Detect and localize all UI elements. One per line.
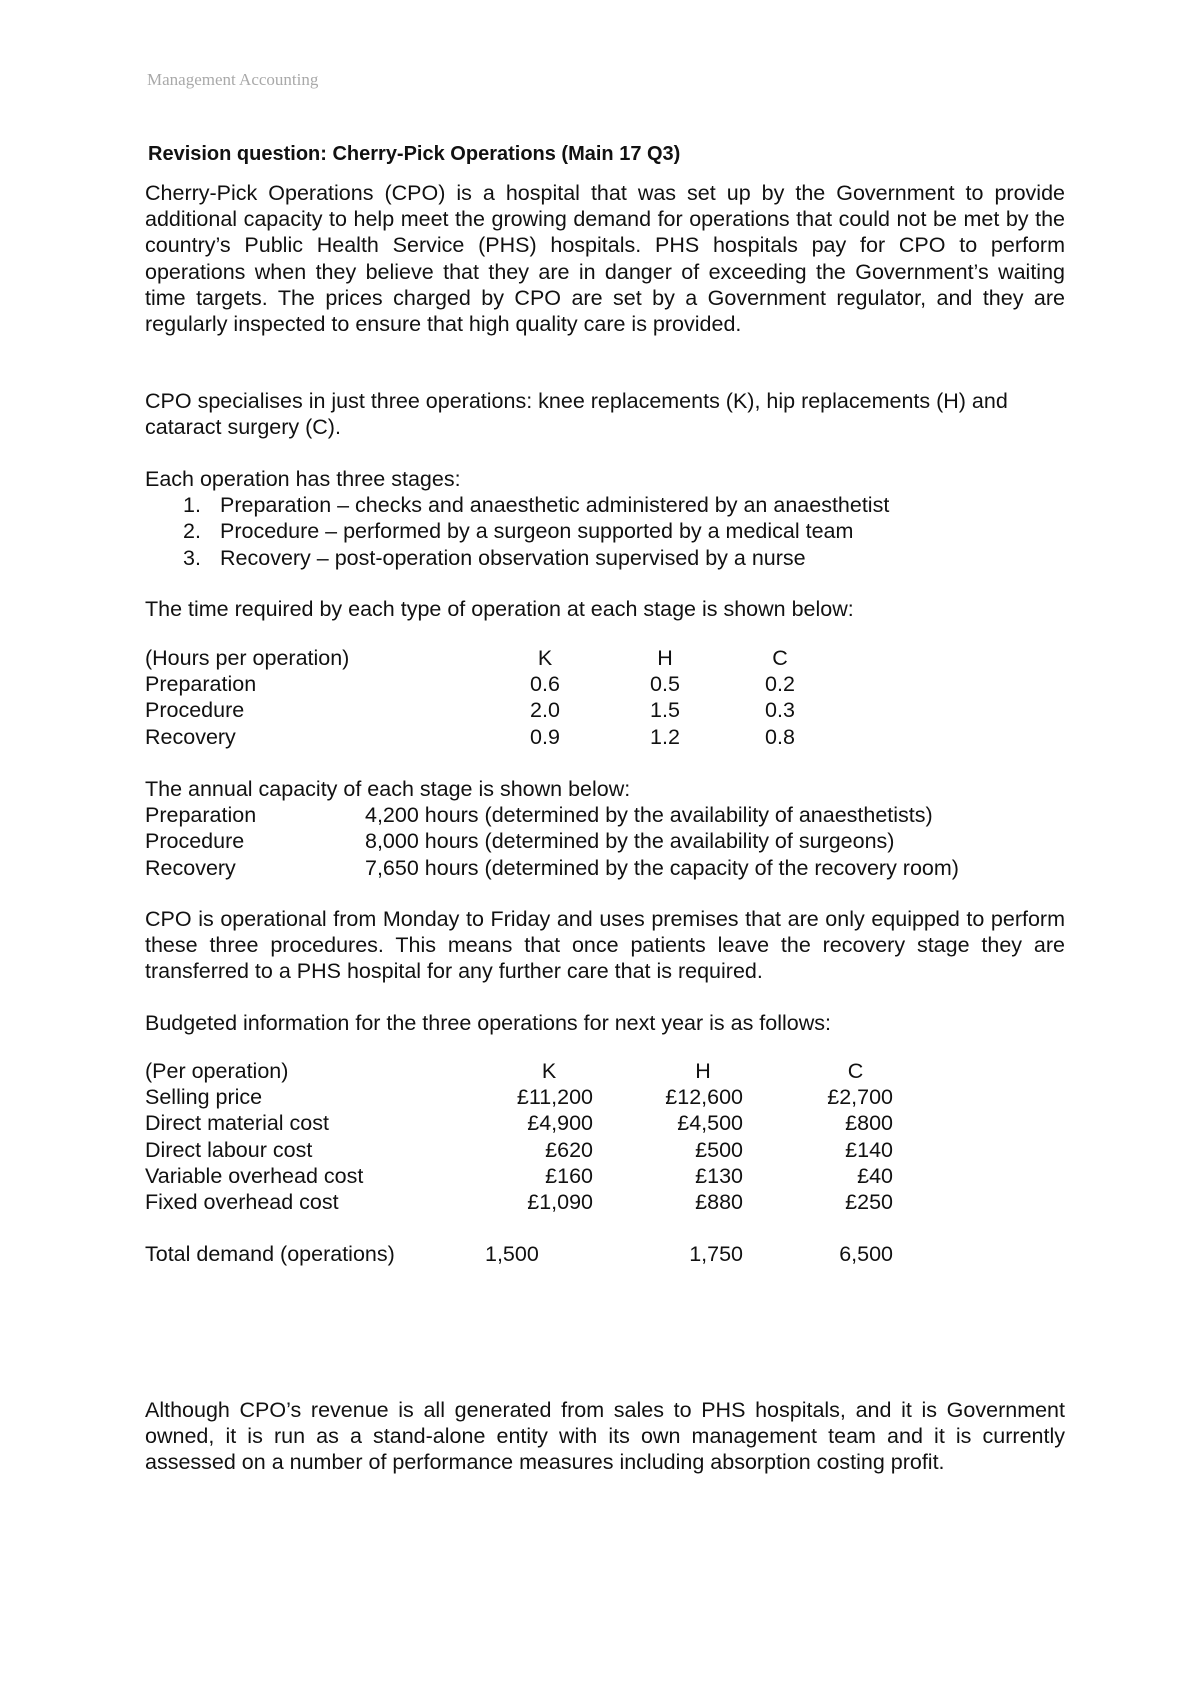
capacity-section [145,776,1065,881]
list-item: 1. Preparation – checks and anaesthetic administered by an anaesthetist [183,493,890,518]
table-row: Selling price £11,200 £12,600 £2,700 [145,1085,893,1110]
budget-table [145,1058,893,1268]
operational-paragraph: CPO is operational from Monday to Friday and uses premises that are only equipped to perform these three procedures. This means that once patients leave the recovery stage they are transferred to a PHS hospital for any further care that is required. [145,907,1065,984]
question-title: Revision question: Cherry-Pick Operations (Main 17 Q3) [148,143,681,165]
budget-intro: Budgeted information for the three operations for next year is as follows: [145,1011,831,1035]
table-row: Recovery 0.9 1.2 0.8 [145,724,795,749]
table-row: Direct labour cost £620 £500 £140 [145,1137,893,1162]
intro-paragraph: Cherry-Pick Operations (CPO) is a hospital that was set up by the Government to provide additional capacity to help meet the growing demand for operations that could not be met by the country’s Public Health Service (PHS) hospitals. PHS hospitals pay for CPO to perform operations when they believe that they are in danger of exceeding the Government’s waiting time targets. The prices charged by CPO are set by a Government regulator, and they are regularly inspected to ensure that high quality care is provided. [145,181,1065,337]
capacity-intro: The annual capacity of each stage is shown below: [145,777,631,801]
specialises-paragraph: CPO specialises in just three operations: knee replacements (K), hip replacements (H) and cataract surgery (C). [145,389,1008,440]
capacity-row: Preparation 4,200 hours (determined by the availability of anaesthetists) [145,803,933,828]
table-header-row: (Per operation) K H C [145,1059,864,1083]
table-row: Variable overhead cost £160 £130 £40 [145,1163,893,1188]
time-intro: The time required by each type of operation at each stage is shown below: [145,597,854,621]
table-row: Fixed overhead cost £1,090 £880 £250 [145,1189,893,1214]
table-row: Procedure 2.0 1.5 0.3 [145,698,795,723]
capacity-row: Procedure 8,000 hours (determined by the availability of surgeons) [145,829,895,854]
stages-section [145,466,1065,571]
stages-list [145,492,1065,571]
table-row: Direct material cost £4,900 £4,500 £800 [145,1111,893,1136]
table-row: Preparation 0.6 0.5 0.2 [145,672,795,697]
closing-paragraph: Although CPO’s revenue is all generated from sales to PHS hospitals, and it is Government owned, it is run as a stand-alone entity with its own management team and it is currently assessed on a number of performance measures including absorption costing profit. [145,1398,1065,1475]
capacity-row: Recovery 7,650 hours (determined by the capacity of the recovery room) [145,855,959,880]
demand-row: Total demand (operations) 1,500 1,750 6,500 [145,1242,893,1267]
hours-table [145,645,815,750]
list-item: 2. Procedure – performed by a surgeon supported by a medical team [183,519,854,544]
list-item: 3. Recovery – post-operation observation supervised by a nurse [183,545,806,570]
stages-intro: Each operation has three stages: [145,467,461,491]
running-header: Management Accounting [147,70,319,89]
table-header-row: (Hours per operation) K H C [145,646,788,670]
